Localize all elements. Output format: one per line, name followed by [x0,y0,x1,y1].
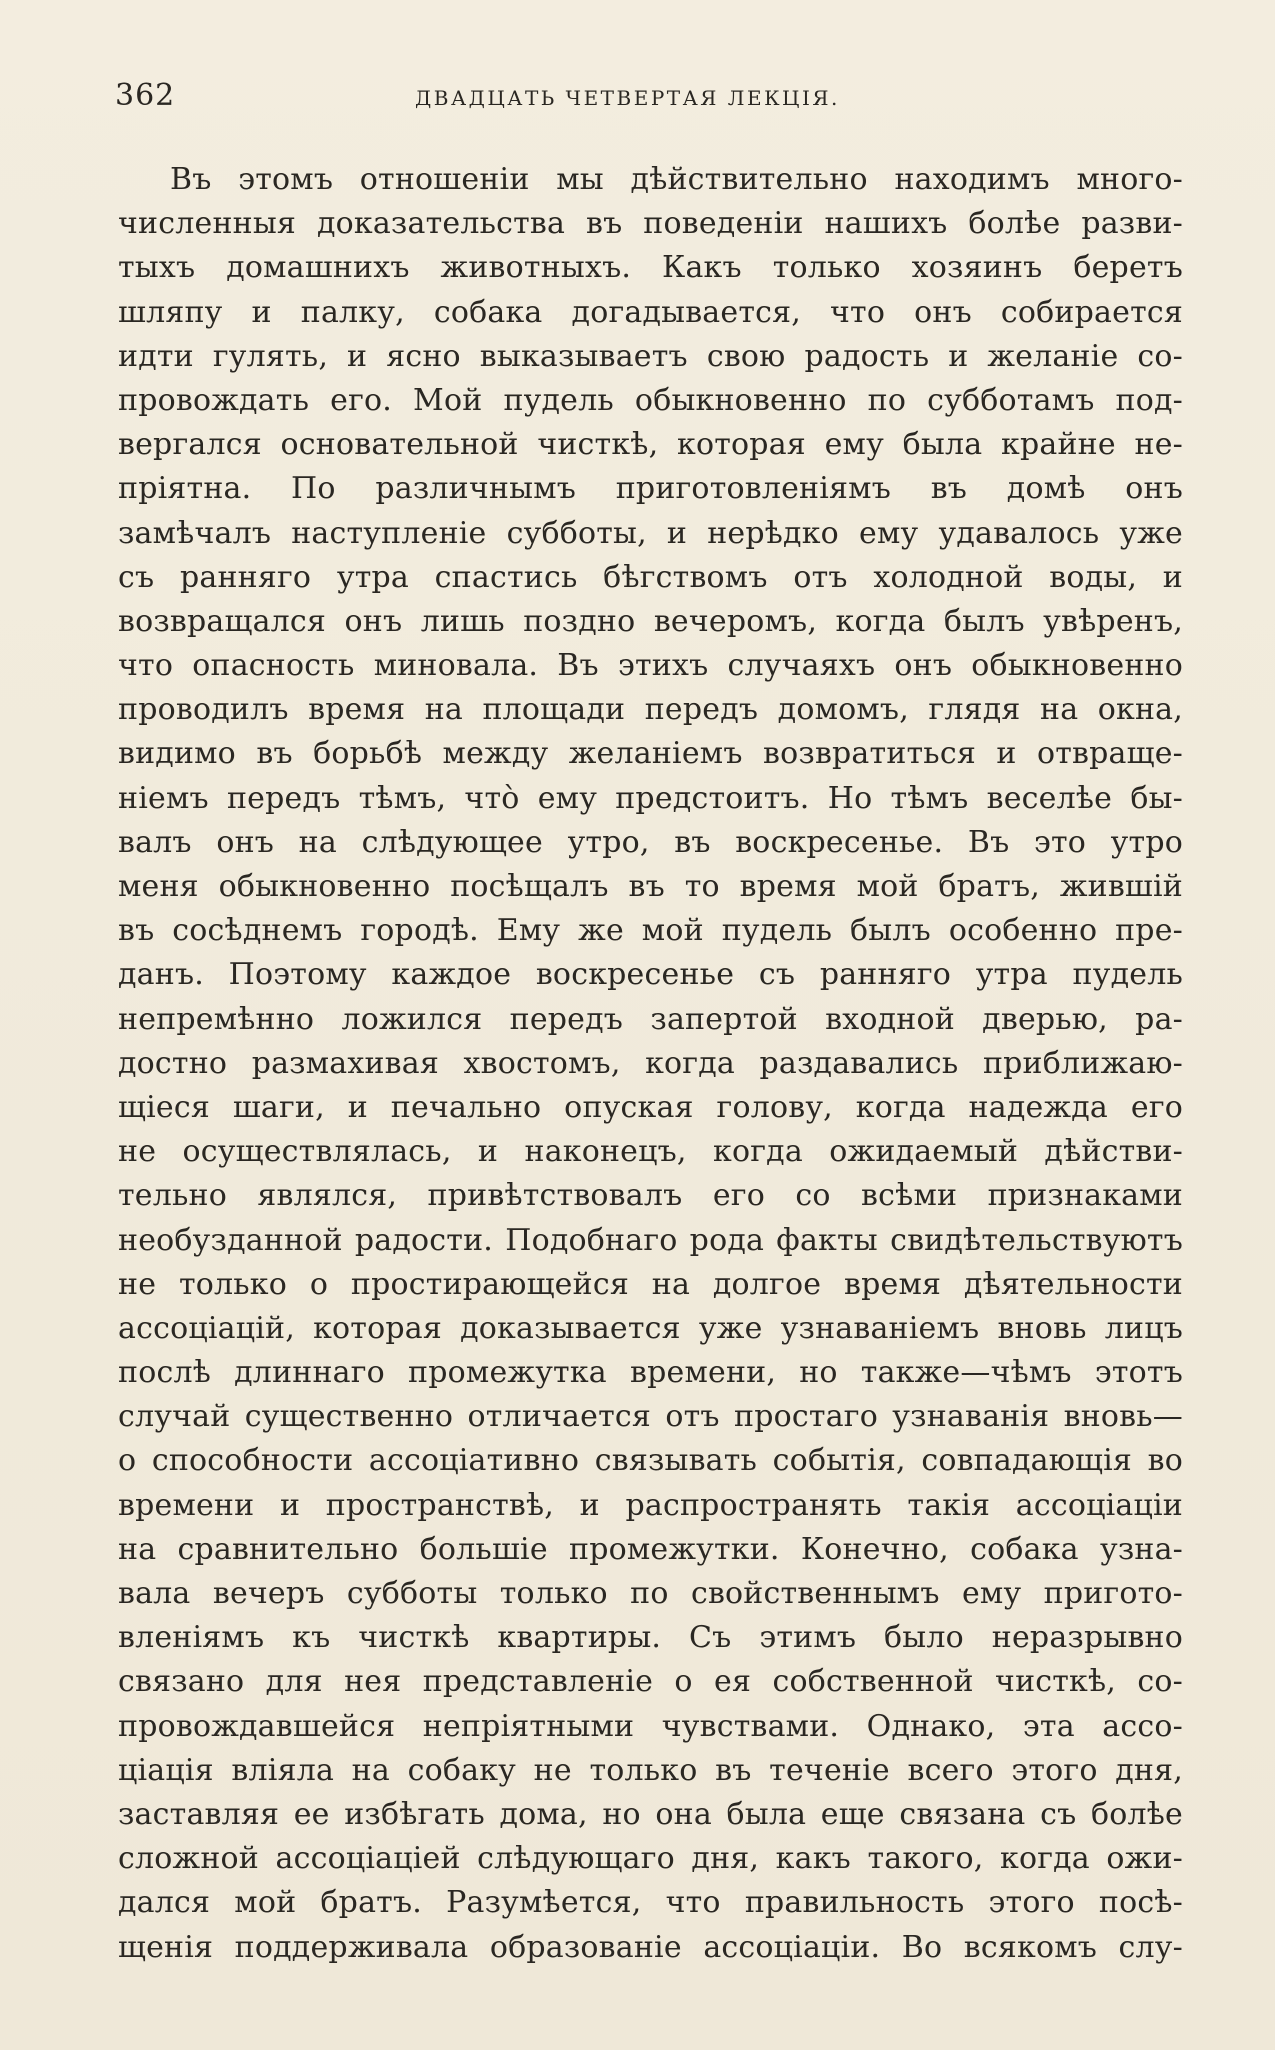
text-line: съ ранняго утра спастись бѣгствомъ отъ холодной воды, и [118,559,1183,595]
text-line: щенія поддерживала образованіе ассоціаціи. Во всякомъ слу- [118,1929,1183,1965]
text-line: провождавшейся непріятными чувствами. Однако, эта ассо- [118,1708,1183,1744]
text-line: данъ. Поэтому каждое воскресенье съ ранняго утра пудель [118,957,1183,993]
text-line: меня обыкновенно посѣщалъ въ то время мой братъ, жившій [118,869,1183,904]
text-line: сложной ассоціаціей слѣдующаго дня, какъ такого, когда ожи- [118,1841,1183,1877]
text-line: численныя доказательства въ поведеніи нашихъ болѣе разви- [118,206,1183,242]
text-line: послѣ длиннаго промежутка времени, но также—чѣмъ этотъ [118,1355,1183,1391]
text-line: Въ этомъ отношеніи мы дѣйствительно находимъ много- [170,162,1183,197]
text-line: вала вечеръ субботы только по свойственнымъ ему пригото- [118,1576,1183,1611]
page-number: 362 [115,78,176,113]
text-line: что опасность миновала. Въ этихъ случаяхъ онъ обыкновенно [118,648,1183,684]
text-line: видимо въ борьбѣ между желаніемъ возвратиться и отвраще- [118,736,1183,772]
text-line: проводилъ время на площади передъ домомъ, глядя на окна, [118,692,1183,728]
text-line: на сравнительно большіе промежутки. Конечно, собака узна- [118,1531,1183,1567]
text-line: заставляя ее избѣгать дома, но она была еще связана съ болѣе [118,1796,1183,1832]
text-line: вергался основательной чисткѣ, которая ему была крайне не- [118,427,1183,463]
text-line: не осуществлялась, и наконецъ, когда ожидаемый дѣйстви- [118,1134,1183,1170]
text-line: ніемъ передъ тѣмъ, что̀ ему предстоитъ. Но тѣмъ веселѣе бы- [118,780,1183,816]
text-line: ассоціацій, которая доказывается уже узнаваніемъ вновь лицъ [118,1310,1183,1346]
text-line: вленіямъ къ чисткѣ квартиры. Съ этимъ было неразрывно [118,1620,1183,1656]
text-line: необузданной радости. Подобнаго рода факты свидѣтельствуютъ [118,1222,1183,1258]
text-line: времени и пространствѣ, и распространять такія ассоціаціи [118,1487,1183,1523]
text-line: непремѣнно ложился передъ запертой входной дверью, ра- [118,1001,1183,1037]
text-line: провождать его. Мой пудель обыкновенно по субботамъ под- [118,382,1183,418]
text-line: тыхъ домашнихъ животныхъ. Какъ только хозяинъ беретъ [118,250,1183,286]
running-head: ДВАДЦАТЬ ЧЕТВЕРТАЯ ЛЕКЦІЯ. [415,86,840,110]
text-line: возвращался онъ лишь поздно вечеромъ, когда былъ увѣренъ, [118,603,1183,639]
text-line: о способности ассоціативно связывать событія, совпадающія во [118,1443,1183,1479]
text-line: ціація вліяла на собаку не только въ теченіе всего этого дня, [118,1752,1183,1788]
text-line: тельно являлся, привѣтствовалъ его со всѣми признаками [118,1178,1183,1214]
page-header [115,78,1185,118]
text-line: не только о простирающейся на долгое время дѣятельности [118,1266,1183,1302]
text-line: пріятна. По различнымъ приготовленіямъ въ домѣ онъ [118,471,1183,507]
text-line: валъ онъ на слѣдующее утро, въ воскресенье. Въ это утро [118,824,1183,860]
text-line: въ сосѣднемъ городѣ. Ему же мой пудель былъ особенно пре- [118,913,1183,949]
text-line: связано для нея представленіе о ея собственной чисткѣ, со- [118,1664,1183,1700]
body-text [118,158,1183,1970]
text-line: дался мой братъ. Разумѣется, что правильность этого посѣ- [118,1885,1183,1921]
text-line: случай существенно отличается отъ простаго узнаванія вновь— [118,1399,1183,1435]
text-line: достно размахивая хвостомъ, когда раздавались приближаю- [118,1045,1183,1081]
text-line: замѣчалъ наступленіе субботы, и нерѣдко ему удавалось уже [118,515,1183,551]
text-line: идти гулять, и ясно выказываетъ свою радость и желаніе со- [118,338,1183,374]
text-line: шляпу и палку, собака догадывается, что онъ собирается [118,294,1183,330]
text-line: щіеся шаги, и печально опуская голову, когда надежда его [118,1089,1183,1125]
